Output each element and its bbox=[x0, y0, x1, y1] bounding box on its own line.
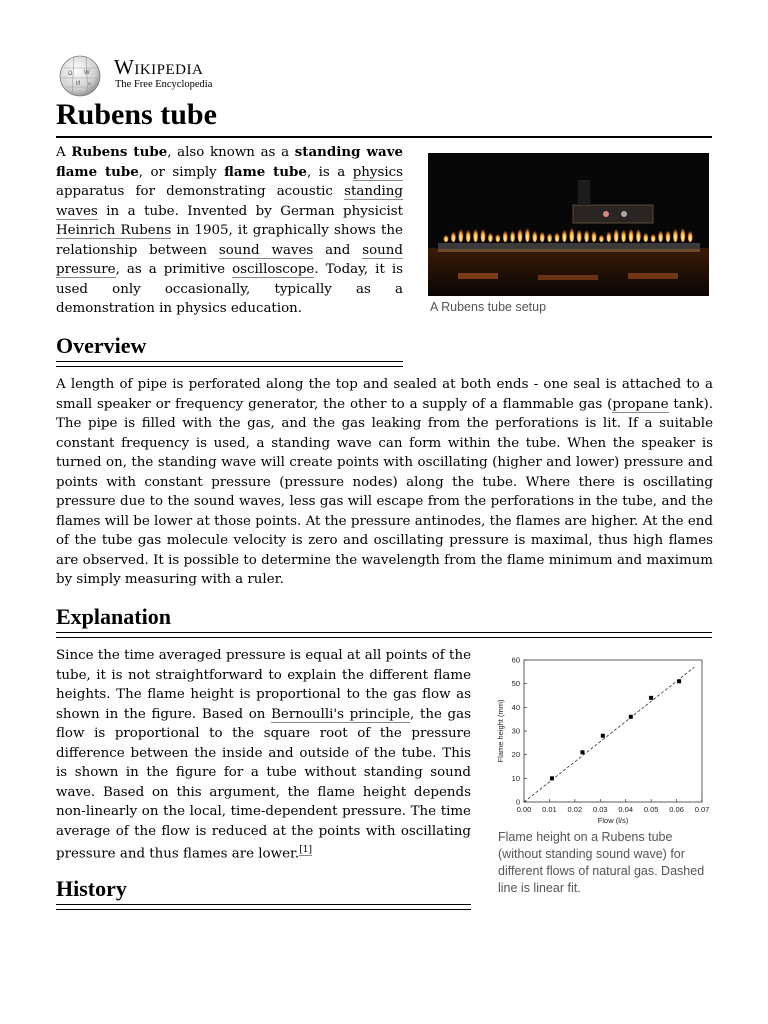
x-tick-label: 0.06 bbox=[669, 805, 684, 814]
flame bbox=[584, 228, 589, 242]
data-point bbox=[649, 696, 653, 700]
tagline: The Free Encyclopedia bbox=[115, 79, 213, 90]
explanation-paragraph bbox=[56, 646, 471, 864]
flame bbox=[554, 231, 559, 242]
text-run: apparatus for demonstrating acoustic bbox=[56, 184, 345, 199]
figure-caption: Flame height on a Rubens tube (without standing sound wave) for different flows of natural gas. Dashed line is linear fit. bbox=[498, 830, 705, 895]
flame bbox=[547, 232, 552, 242]
data-point bbox=[601, 734, 605, 738]
y-tick-label: 0 bbox=[515, 797, 520, 807]
flame bbox=[517, 227, 522, 242]
rubens-tube-photo[interactable] bbox=[428, 153, 709, 296]
wordmark: Wikipedia bbox=[114, 55, 204, 79]
data-point bbox=[550, 776, 554, 780]
wiki-link[interactable]: Heinrich Rubens bbox=[56, 223, 172, 238]
explanation-rule-2 bbox=[56, 637, 712, 638]
page-title: Rubens tube bbox=[56, 98, 217, 131]
x-tick-label: 0.02 bbox=[567, 805, 583, 814]
overview-paragraph bbox=[56, 375, 713, 590]
puzzle-globe-icon bbox=[56, 54, 104, 98]
y-axis-label: Flame height (mm) bbox=[496, 699, 505, 763]
text-run: in 1905, it graphically shows the relationship between bbox=[56, 223, 403, 258]
flame bbox=[651, 233, 656, 242]
x-tick-label: 0.00 bbox=[516, 805, 532, 814]
x-tick-label: 0.01 bbox=[542, 805, 557, 814]
text-run: A bbox=[56, 145, 72, 160]
wiki-link[interactable]: propane bbox=[612, 396, 669, 412]
y-tick-label: 20 bbox=[511, 750, 520, 760]
text-run: in a tube. Invented by German physicist bbox=[97, 203, 403, 219]
overview-rule-2 bbox=[56, 366, 403, 367]
flame bbox=[458, 227, 463, 242]
y-tick-label: 40 bbox=[511, 702, 520, 712]
x-tick-label: 0.04 bbox=[618, 805, 634, 814]
section-heading-history: History bbox=[56, 876, 127, 901]
y-tick-label: 10 bbox=[511, 773, 520, 783]
flame bbox=[495, 233, 500, 242]
flame bbox=[488, 231, 493, 242]
svg-text:ע: ע bbox=[88, 81, 91, 87]
text-run: tank). The pipe is filled with the gas, and the gas leaking from the perforations is lit. If a suitable constant frequency is used, a standing wave can form within the tube. When the speaker is turned on, the standing wave will create points with oscillating (higher and lower) pressure and points with constant pressure (pressure nodes) along the tube. Where there is oscillating pressure due to the sound waves, less gas will escape from the perforations in the tube, and the flames will be lower at those points. At the pressure antinodes, the flames are higher. At the end of the tube gas molecule velocity is zero and oscillating pressure is maximal, thus high flames are observed. It is possible to determine the wavelength from the flame minimum and maximum by simply measuring with a ruler. bbox=[56, 396, 714, 587]
y-tick-label: 60 bbox=[511, 655, 520, 665]
flame bbox=[451, 230, 456, 242]
flame bbox=[525, 226, 530, 242]
flame bbox=[643, 232, 648, 242]
flame bbox=[614, 227, 619, 242]
wiki-link[interactable]: standing waves bbox=[56, 184, 403, 219]
y-tick-label: 30 bbox=[511, 726, 520, 736]
overview-rule-1 bbox=[56, 361, 403, 362]
flame bbox=[680, 226, 685, 242]
data-point bbox=[677, 679, 681, 683]
x-tick-label: 0.03 bbox=[592, 805, 608, 814]
section-heading-overview: Overview bbox=[56, 333, 147, 358]
svg-text:W: W bbox=[84, 70, 90, 76]
text-run: Since the time averaged pressure is equal at all points of the tube, it is not straightforward to explain the different flame heights. The flame height is proportional to the gas flow as shown in the figure. Based on bbox=[56, 648, 471, 722]
photo-caption: A Rubens tube setup bbox=[430, 300, 547, 314]
wiki-link[interactable]: Bernoulli's principle bbox=[271, 706, 411, 722]
text-run: A length of pipe is perforated along the top and sealed at both ends - one seal is attached to a small speaker or frequency generator, the other to a supply of a flammable gas ( bbox=[56, 377, 713, 412]
bold-term: flame tube bbox=[224, 163, 307, 180]
text-run: . Today, it is used only occasionally, typically as a demonstration in physics education. bbox=[56, 262, 403, 316]
flame bbox=[658, 229, 663, 242]
title-rule bbox=[56, 136, 712, 138]
flame-height-chart bbox=[493, 654, 713, 829]
flame bbox=[665, 229, 670, 242]
flame bbox=[577, 228, 582, 242]
bold-term: standing wave flame tube bbox=[56, 144, 404, 180]
flame bbox=[473, 227, 478, 242]
flame bbox=[466, 228, 471, 242]
section-heading-explanation: Explanation bbox=[56, 604, 171, 629]
explanation-rule-1 bbox=[56, 632, 712, 633]
wiki-link[interactable]: physics bbox=[352, 164, 404, 180]
flame bbox=[569, 226, 574, 242]
wikipedia-logo[interactable] bbox=[56, 54, 236, 98]
flame bbox=[599, 234, 604, 242]
x-tick-label: 0.07 bbox=[694, 805, 710, 814]
flame bbox=[480, 227, 485, 242]
flame bbox=[688, 229, 693, 242]
citation-ref[interactable] bbox=[299, 845, 312, 856]
wiki-link[interactable]: sound waves bbox=[218, 242, 314, 258]
bold-term: Rubens tube bbox=[71, 144, 168, 160]
history-rule-2 bbox=[56, 909, 471, 910]
wiki-link[interactable]: oscilloscope bbox=[232, 262, 315, 277]
svg-text:И: И bbox=[76, 81, 81, 87]
plot-frame bbox=[524, 660, 702, 802]
text-run: , is a bbox=[306, 164, 353, 180]
flame-height-figure[interactable] bbox=[493, 654, 713, 829]
flame bbox=[540, 230, 545, 242]
x-axis-label: Flow (l/s) bbox=[597, 816, 629, 825]
rubens-tube-illustration bbox=[428, 153, 709, 296]
y-tick-label: 50 bbox=[511, 679, 520, 689]
flame bbox=[636, 227, 641, 242]
data-point bbox=[580, 750, 584, 754]
x-tick-label: 0.05 bbox=[643, 805, 659, 814]
flame bbox=[621, 228, 626, 242]
svg-text:Ω: Ω bbox=[68, 71, 73, 77]
text-run: , the gas flow is proportional to the square root of the pressure difference between the inside and outside of the tube. This is shown in the figure for a tube without standing sound wave. Based on this argument, the flame height depends non-linearly on the local, time-dependent pressure. The time average of the flow is reduced at the points with oscillating pressure and thus flames are lower. bbox=[56, 706, 471, 862]
text-run: , or simply bbox=[138, 164, 225, 180]
text-run: , as a primitive bbox=[115, 262, 233, 277]
flame bbox=[562, 228, 567, 242]
flame bbox=[606, 230, 611, 242]
intro-paragraph bbox=[56, 143, 403, 319]
text-run: , also known as a bbox=[167, 145, 295, 160]
wiki-link[interactable]: sound pressure bbox=[56, 242, 403, 277]
flame bbox=[503, 229, 508, 242]
flame bbox=[532, 229, 537, 242]
flame bbox=[510, 229, 515, 242]
flame bbox=[673, 227, 678, 242]
flame bbox=[591, 230, 596, 242]
data-point bbox=[629, 715, 633, 719]
wiki-link[interactable]: [1] bbox=[299, 845, 312, 855]
text-run: and bbox=[313, 242, 363, 258]
flame bbox=[628, 227, 633, 242]
flame bbox=[443, 234, 448, 242]
history-rule-1 bbox=[56, 904, 471, 905]
